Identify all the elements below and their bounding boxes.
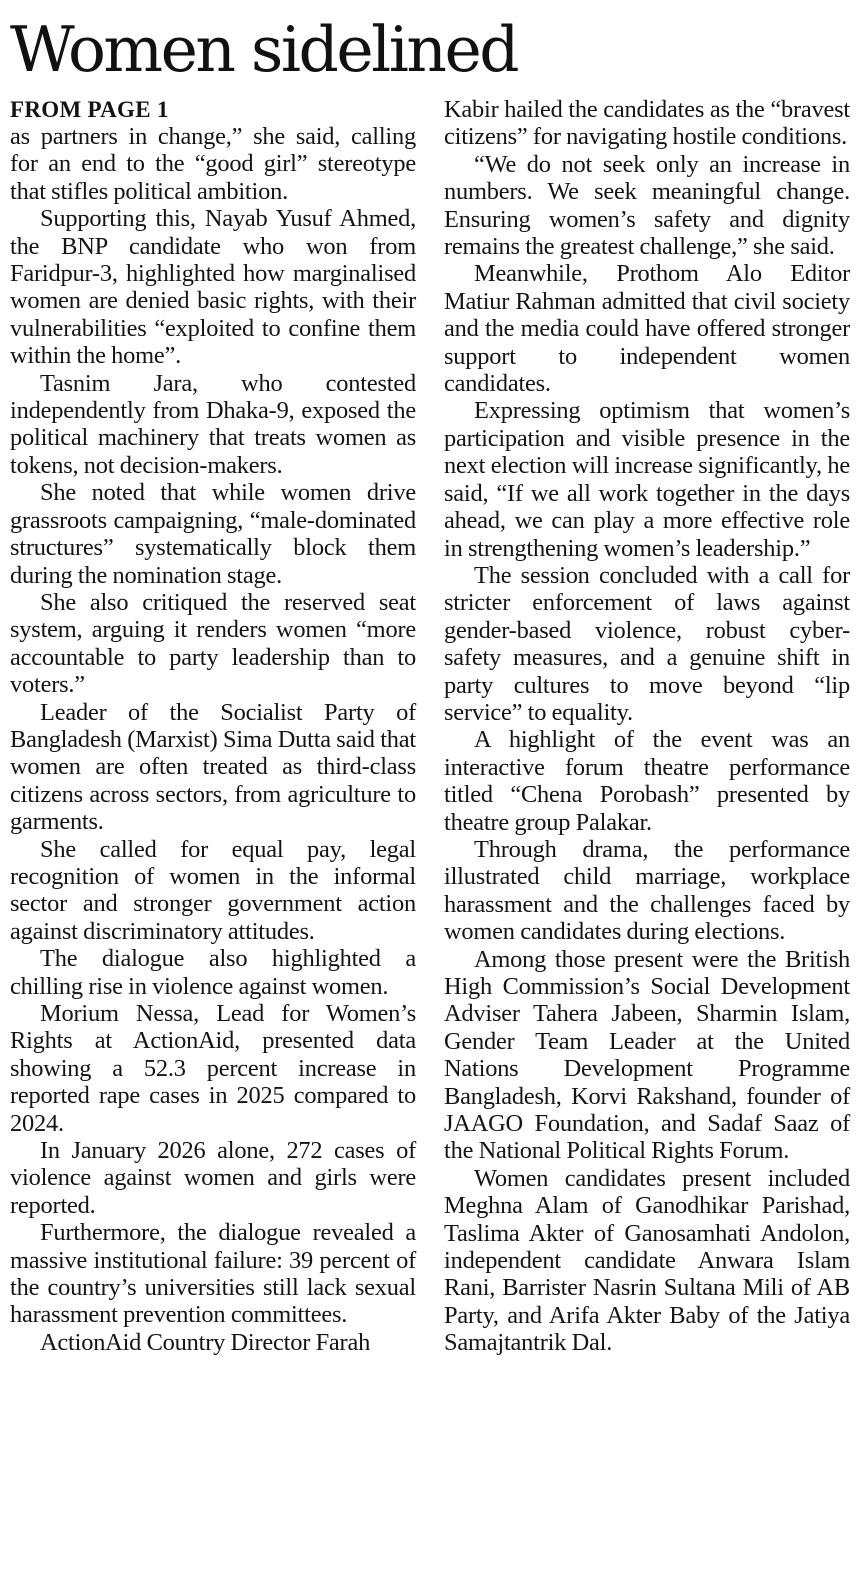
- paragraph: “We do not seek only an increase in numbers. We seek meaningful change. Ensuring women’s safety and dignity remains the greatest challenge,” she said.: [444, 150, 850, 261]
- paragraph: In January 2026 alone, 272 cases of violence against women and girls were reported.: [10, 1137, 416, 1219]
- paragraph: She also critiqued the reserved seat system, arguing it renders women “more accountable to party leadership than to voters.”: [10, 588, 416, 699]
- jump-label: FROM PAGE 1: [10, 97, 169, 122]
- article-column-right: [444, 96, 850, 1357]
- paragraph: The dialogue also highlighted a chilling rise in violence against women.: [10, 945, 416, 1000]
- paragraph: A highlight of the event was an interactive forum theatre performance titled “Chena Porobash” presented by theatre group Palakar.: [444, 726, 850, 836]
- article-column-left: [10, 96, 416, 1356]
- paragraph: She noted that while women drive grassroots campaigning, “male-dominated structures” systematically block them during the nomination stage.: [10, 479, 416, 589]
- paragraph: as partners in change,” she said, calling for an end to the “good girl” stereotype that stifles political ambition.: [10, 123, 416, 205]
- paragraph: Tasnim Jara, who contested independently from Dhaka-9, exposed the political machinery that treats women as tokens, not decision-makers.: [10, 369, 416, 479]
- paragraph: Supporting this, Nayab Yusuf Ahmed, the BNP candidate who won from Faridpur-3, highlighted how marginalised women are denied basic rights, with their vulnerabilities “exploited to confine them within the home”.: [10, 205, 416, 370]
- paragraph: ActionAid Country Director Farah: [40, 1328, 371, 1356]
- paragraph: Expressing optimism that women’s participation and visible presence in the next election will increase significantly, he said, “If we all work together in the days ahead, we can play a more effective role in strengthening women’s leadership.”: [444, 397, 850, 562]
- paragraph: Kabir hailed the candidates as the “bravest citizens” for navigating hostile conditions.: [444, 96, 850, 151]
- paragraph: The session concluded with a call for stricter enforcement of laws against gender-based violence, robust cyber-safety measures, and a genuine shift in party cultures to move beyond “lip service” to equality.: [444, 561, 850, 726]
- paragraph: Morium Nessa, Lead for Women’s Rights at ActionAid, presented data showing a 52.3 percent increase in reported rape cases in 2025 compared to 2024.: [10, 1000, 416, 1137]
- paragraph: Meanwhile, Prothom Alo Editor Matiur Rahman admitted that civil society and the media could have offered stronger support to independent women candidates.: [444, 260, 850, 398]
- paragraph: She called for equal pay, legal recognition of women in the informal sector and stronger government action against discriminatory attitudes.: [10, 835, 416, 945]
- paragraph: Through drama, the performance illustrated child marriage, workplace harassment and the challenges faced by women candidates during elections.: [444, 835, 850, 946]
- paragraph: Furthermore, the dialogue revealed a massive institutional failure: 39 percent of the country’s universities still lack sexual harassment prevention committees.: [10, 1219, 416, 1329]
- paragraph: Leader of the Socialist Party of Bangladesh (Marxist) Sima Dutta said that women are often treated as third-class citizens across sectors, from agriculture to garments.: [10, 698, 416, 836]
- headline: Women sidelined: [10, 13, 518, 86]
- paragraph: Among those present were the British High Commission’s Social Development Adviser Tahera Jabeen, Sharmin Islam, Gender Team Leader at the United Nations Development Programme Bangladesh, Korvi Rakshand, founder of JAAGO Foundation, and Sadaf Saaz of the National Political Rights Forum.: [444, 945, 850, 1165]
- paragraph: Women candidates present included Meghna Alam of Ganodhikar Parishad, Taslima Akter of Ganosamhati Andolon, independent candidate Anwara Islam Rani, Barrister Nasrin Sultana Mili of AB Party, and Arifa Akter Baby of the Jatiya Samajtantrik Dal.: [444, 1164, 850, 1357]
